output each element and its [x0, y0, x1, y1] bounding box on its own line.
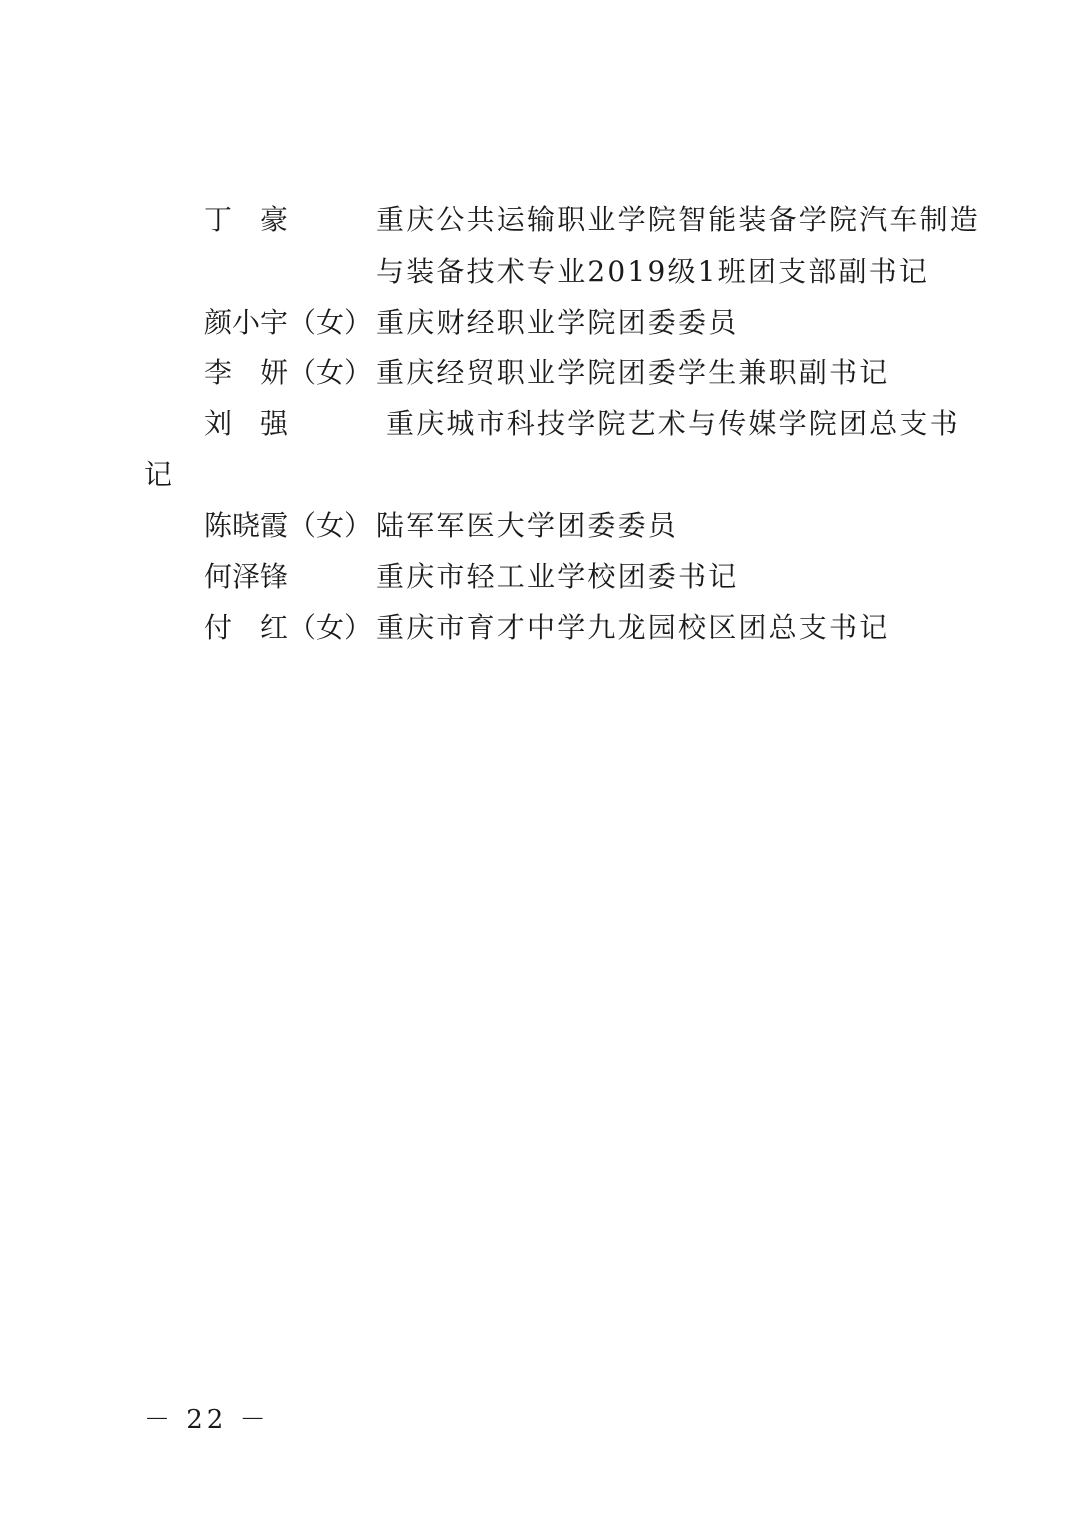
person-position: 与装备技术专业2019级1班团支部副书记 — [376, 255, 930, 288]
person-name: 刘 强 — [204, 407, 289, 440]
person-name: 何泽锋 — [204, 560, 289, 593]
person-position: 重庆经贸职业学院团委学生兼职副书记 — [376, 356, 890, 389]
page-number: － 22 － — [144, 1405, 270, 1435]
person-position: 陆军军医大学团委委员 — [376, 509, 679, 542]
person-name: 李 妍（女） — [204, 356, 373, 389]
person-name: 付 红（女） — [204, 611, 373, 644]
list-item-continuation: 记 — [144, 458, 173, 491]
person-position: 重庆城市科技学院艺术与传媒学院团总支书 — [386, 407, 960, 440]
person-position: 重庆财经职业学院团委委员 — [376, 306, 739, 339]
person-position: 重庆公共运输职业学院智能装备学院汽车制造 — [376, 203, 981, 236]
person-name: 颜小宇（女） — [204, 306, 373, 339]
person-name: 丁 豪 — [204, 203, 289, 236]
person-name: 陈晓霞（女） — [204, 509, 373, 542]
person-position: 重庆市育才中学九龙园校区团总支书记 — [376, 611, 890, 644]
person-position: 重庆市轻工业学校团委书记 — [376, 560, 739, 593]
